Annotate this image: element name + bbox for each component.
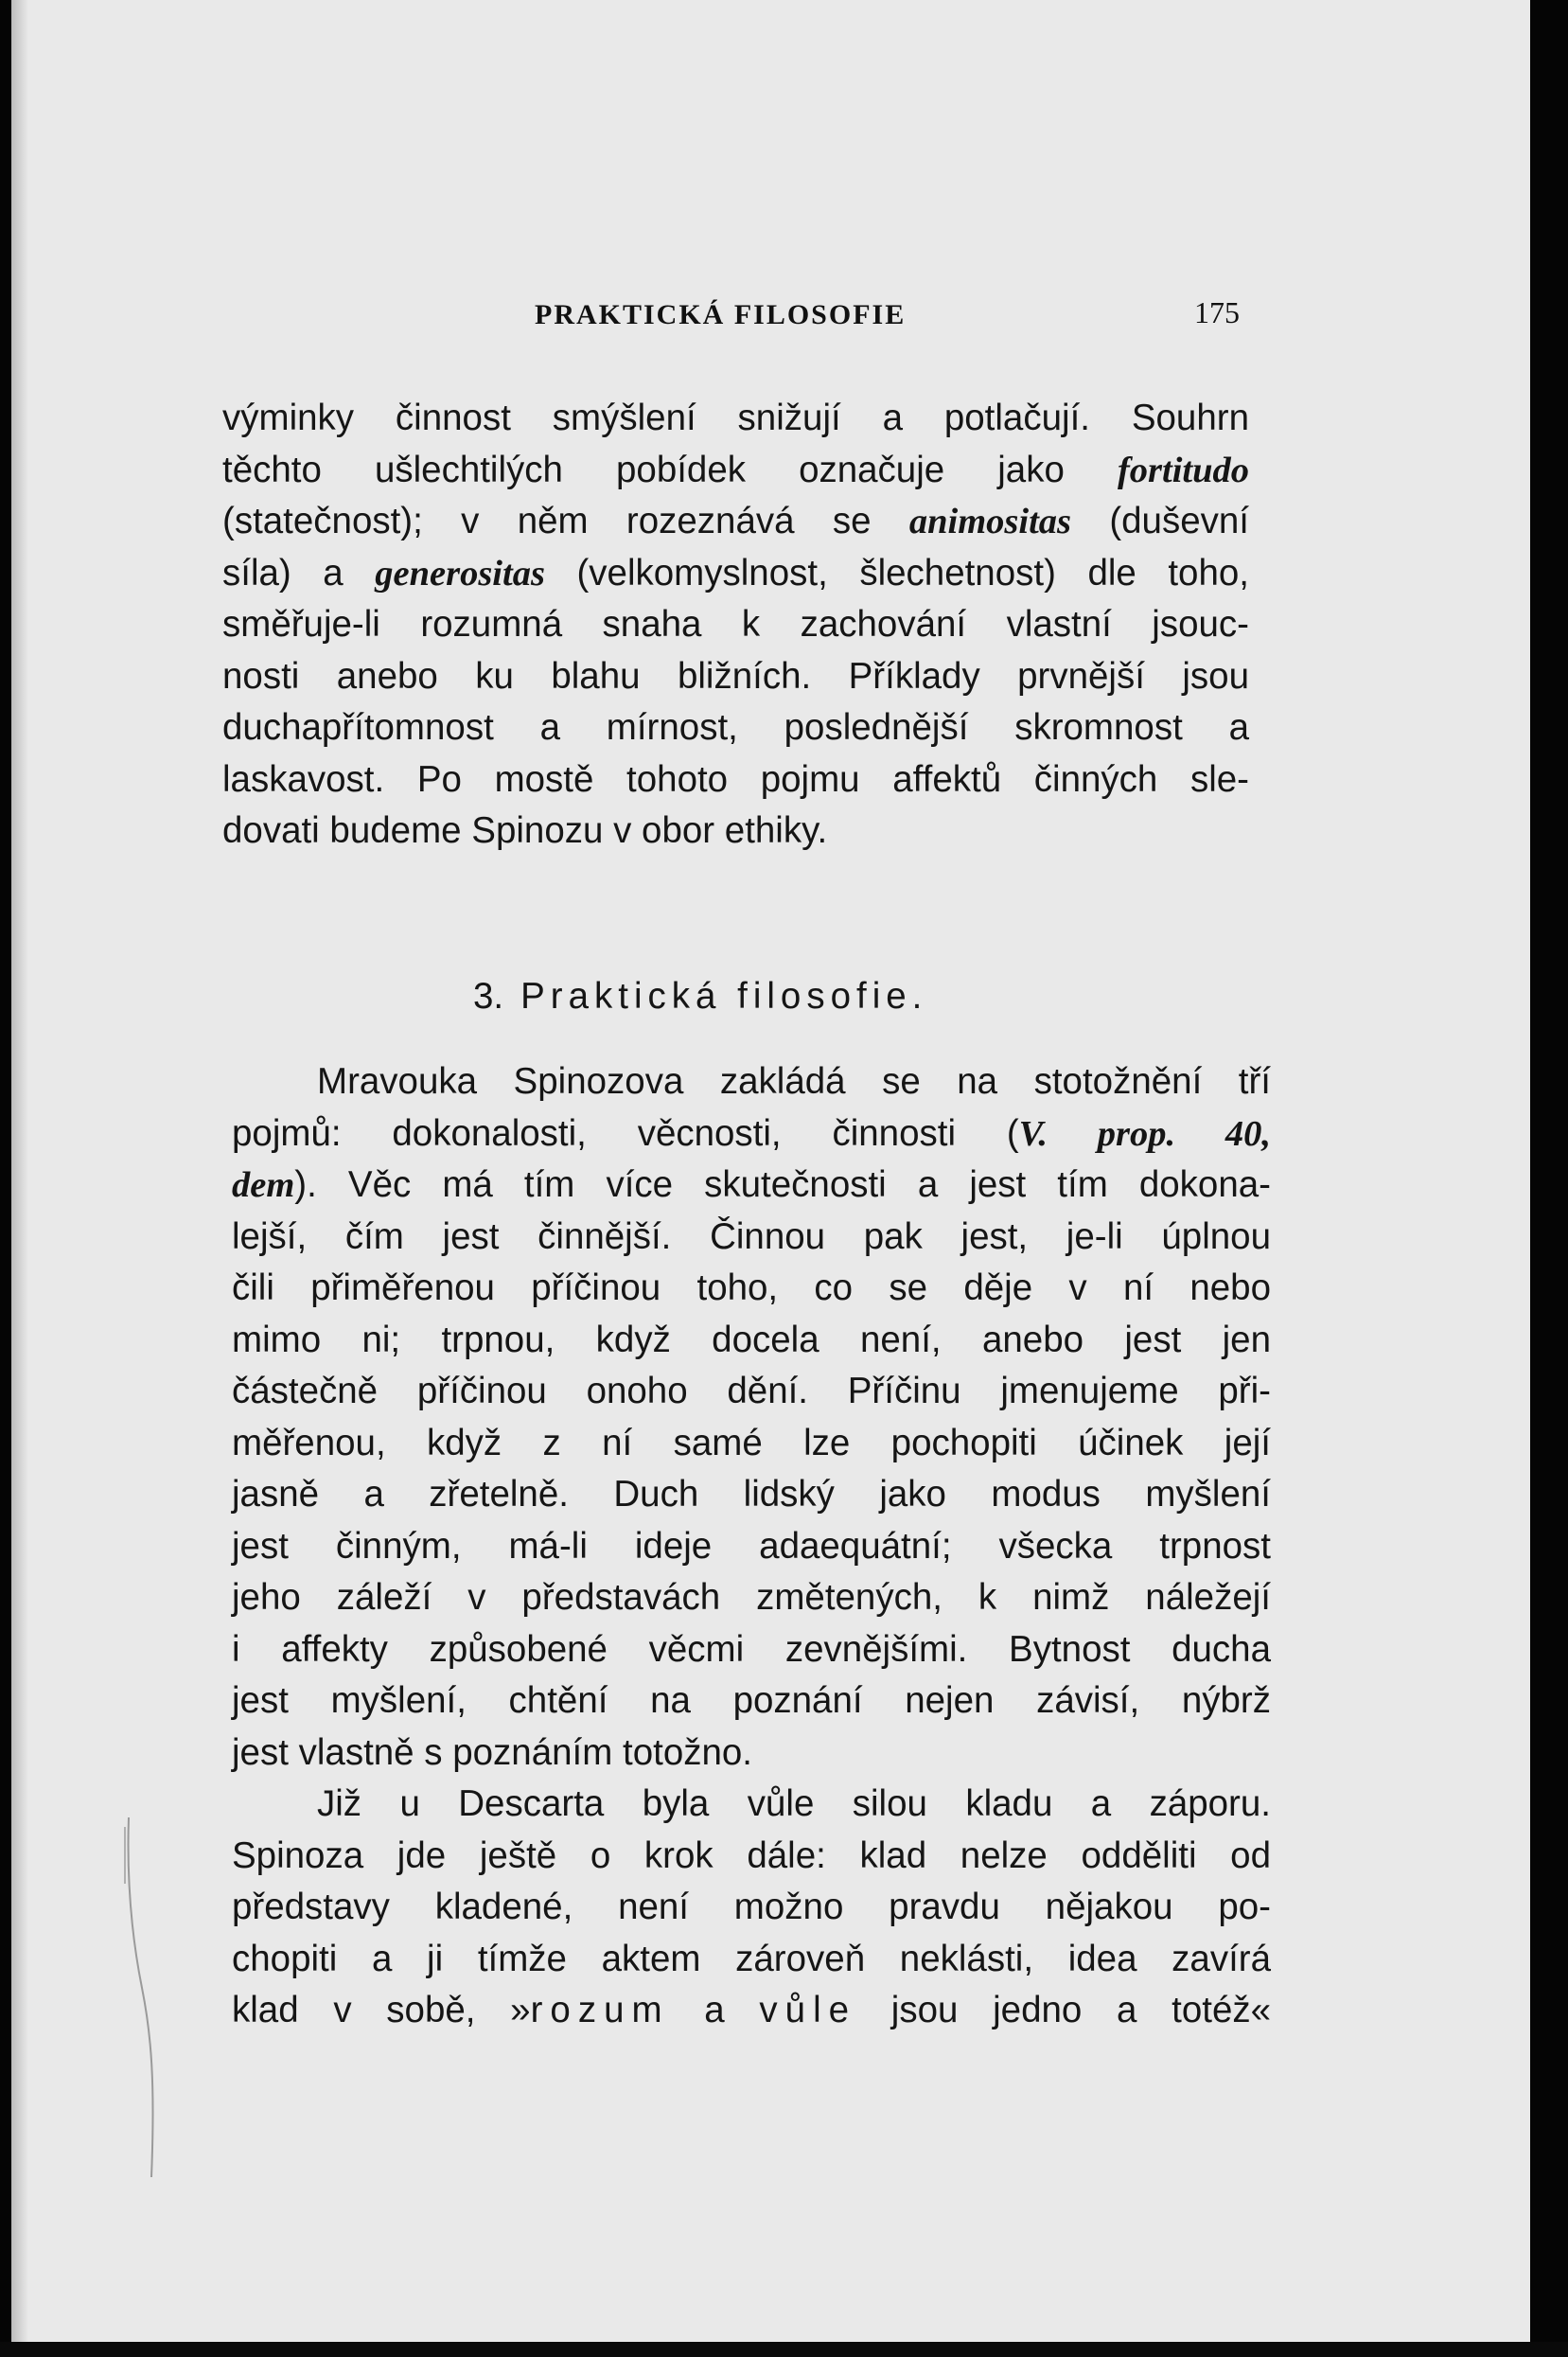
left-binding-edge [0,0,11,2357]
text-line: jasně a zřetelně. Duch lidský jako modus myšlení [232,1474,1271,1515]
text-line: laskavost. Po mostě tohoto pojmu affektů činných sle- [222,758,1249,800]
text-line: nosti anebo ku blahu bližních. Příklady prvnější jsou [222,655,1249,697]
section-heading [473,971,927,1023]
bottom-scan-edge [0,2342,1568,2357]
text-line: Spinoza jde ještě o krok dále: klad nelze odděliti od [232,1834,1271,1876]
left-gutter-shadow [11,0,28,2357]
text-line: jest vlastně s poznáním totožno. [232,1731,752,1773]
paragraph-2 [232,1056,1271,2037]
page-number: 175 [1194,295,1240,329]
text-line: pojmů: dokonalosti, věcnosti, činnosti (V. prop. 40, [232,1112,1272,1154]
page-crease-mark [123,1817,168,2177]
emphasis: vůle [759,1990,857,2030]
text-line: měřenou, když z ní samé lze pochopiti účinek její [232,1422,1271,1463]
text-line: dovati budeme Spinozu v obor ethiky. [222,810,828,851]
text-line: mimo ni; trpnou, když docela není, anebo jest jen [232,1319,1271,1360]
latin-term: fortitudo [1117,450,1249,490]
text-line: výminky činnost smýšlení snižují a potlačují. Souhrn [222,398,1249,438]
citation: V. prop. 40, [1018,1113,1272,1154]
running-title: PRAKTICKÁ FILOSOFIE [535,299,907,330]
text-line: i affekty způsobené věcmi zevnějšími. Bytnost ducha [232,1628,1271,1670]
text-line: jest myšlení, chtění na poznání nejen závisí, nýbrž [232,1680,1271,1721]
text-line: chopiti a ji tímže aktem zároveň neklásti, idea zavírá [232,1938,1271,1979]
paragraph-1 [222,393,1249,858]
text-line: Již u Descarta byla vůle silou kladu a záporu. [317,1783,1271,1824]
text-line: těchto ušlechtilých pobídek označuje jako fortitudo [222,449,1249,490]
text-line: směřuje-li rozumná snaha k zachování vlastní jsouc- [222,604,1249,645]
text-line: částečně příčinou onoho dění. Příčinu jmenujeme při- [232,1371,1271,1411]
text-line: klad v sobě, »rozum a vůle jsou jedno a totéž« [232,1990,1272,2030]
latin-term: animositas [908,502,1072,541]
text-line: lejší, čím jest činnější. Činnou pak jest, je-li úplnou [232,1215,1271,1257]
section-title: Praktická filosofie. [520,976,928,1017]
text-line: jeho záleží v představách změtených, k nimž náležejí [232,1577,1271,1618]
text-line: duchapřítomnost a mírnost, poslednější skromnost a [222,707,1249,748]
text-line: Mravouka Spinozova zakládá se na stotožnění tří [317,1061,1271,1102]
section-number: 3. [473,976,504,1017]
emphasis: rozum [530,1990,670,2030]
text-line: síla) a generositas (velkomyslnost, šlechetnost) dle toho, [222,552,1249,594]
text-line: dem). Věc má tím více skutečnosti a jest tím dokona- [232,1164,1271,1205]
right-scan-edge [1530,0,1568,2357]
latin-term: generositas [375,553,545,594]
citation: dem [232,1165,295,1205]
text-line: (statečnost); v něm rozeznává se animositas (duševní [222,501,1249,541]
text-line: jest činným, má-li ideje adaequátní; všecka trpnost [232,1525,1271,1567]
text-line: představy kladené, není možno pravdu nějakou po- [232,1887,1271,1927]
text-line: čili přiměřenou příčinou toho, co se děje v ní nebo [232,1267,1271,1308]
